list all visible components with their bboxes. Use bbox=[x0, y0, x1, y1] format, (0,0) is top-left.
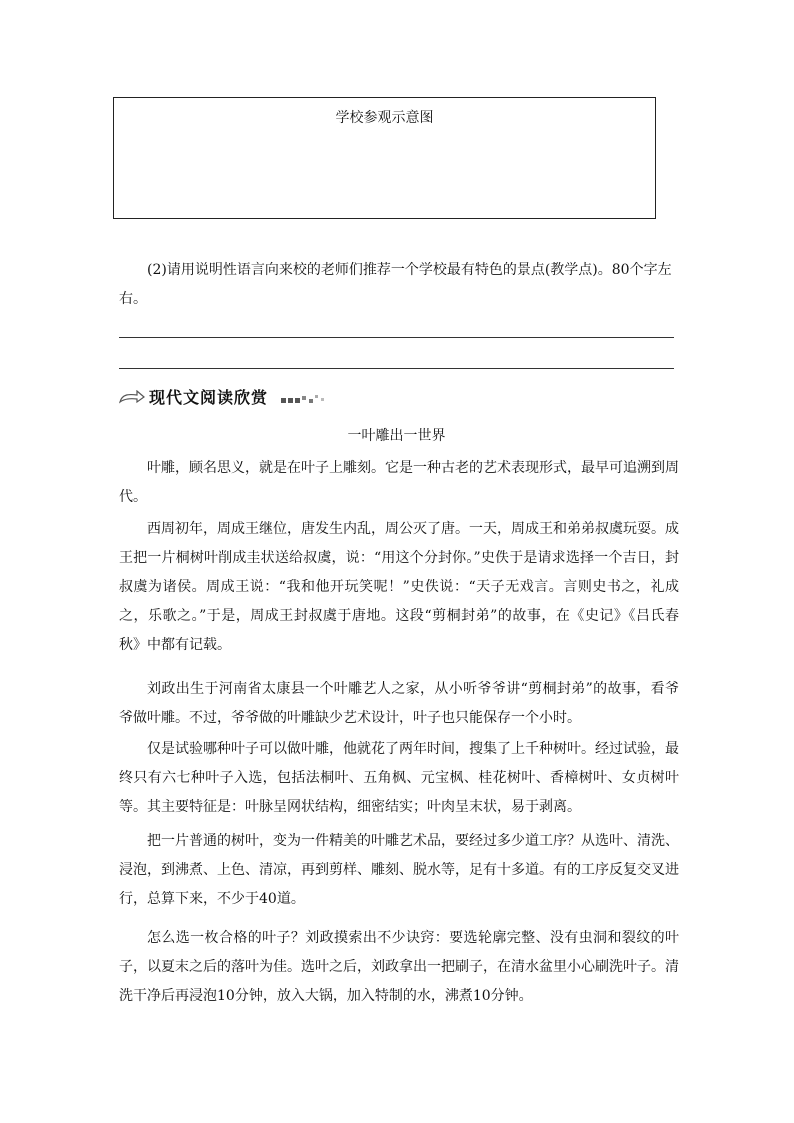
decorative-dots-icon bbox=[281, 394, 327, 404]
answer-line-2 bbox=[119, 368, 674, 369]
diagram-title: 学校参观示意图 bbox=[335, 110, 434, 126]
section-title: 现代文阅读欣赏 bbox=[149, 388, 269, 407]
section-header bbox=[119, 384, 339, 408]
article-paragraph: 仅是试验哪种叶子可以做叶雕，他就花了两年时间，搜集了上千种树叶。经过试验，最终只有六七种叶子入选，包括法桐叶、五角枫、元宝枫、桂花树叶、香樟树叶、女贞树叶等。其主要特征是：叶脉呈网状结构，细密结实；叶肉呈末状，易于剥离。 bbox=[119, 741, 679, 815]
article-title: 一叶雕出一世界 bbox=[347, 428, 446, 444]
article-paragraph: 把一片普通的树叶，变为一件精美的叶雕艺术品，要经过多少道工序？从选叶、清洗、浸泡，到沸煮、上色、清凉，再到剪样、雕刻、脱水等，足有十多道。有的工序反复交叉进行，总算下来，不少于40道。 bbox=[119, 833, 679, 907]
school-visit-diagram-box bbox=[113, 97, 656, 219]
answer-line-1 bbox=[119, 337, 674, 338]
article-paragraph: 西周初年，周成王继位，唐发生内乱，周公灭了唐。一天，周成王和弟弟叔虞玩耍。成王把一片桐树叶削成圭状送给叔虞，说：“用这个分封你。”史佚于是请求选择一个吉日，封叔虞为诸侯。周成王说：“我和他开玩笑呢！”史佚说：“天子无戏言。言则史书之，礼成之，乐歌之。”于是，周成王封叔虞于唐地。这段“剪桐封弟”的故事，在《史记》《吕氏春秋》中都有记载。 bbox=[119, 521, 679, 653]
article-paragraph: 怎么选一枚合格的叶子？刘政摸索出不少诀窍：要选轮廓完整、没有虫洞和裂纹的叶子，以夏末之后的落叶为佳。选叶之后，刘政拿出一把刷子，在清水盆里小心刷洗叶子。清洗干净后再浸泡10分钟，放入大锅，加入特制的水，沸煮10分钟。 bbox=[119, 930, 679, 1004]
arrow-icon bbox=[119, 390, 145, 404]
question-text: (2)请用说明性语言向来校的老师们推荐一个学校最有特色的景点(教学点)。80个字左右。 bbox=[119, 262, 672, 307]
article-paragraph: 叶雕，顾名思义，就是在叶子上雕刻。它是一种古老的艺术表现形式，最早可追溯到周代。 bbox=[119, 460, 679, 505]
article-paragraph: 刘政出生于河南省太康县一个叶雕艺人之家，从小听爷爷讲“剪桐封弟”的故事，看爷爷做叶雕。不过，爷爷做的叶雕缺少艺术设计，叶子也只能保存一个小时。 bbox=[119, 681, 679, 726]
